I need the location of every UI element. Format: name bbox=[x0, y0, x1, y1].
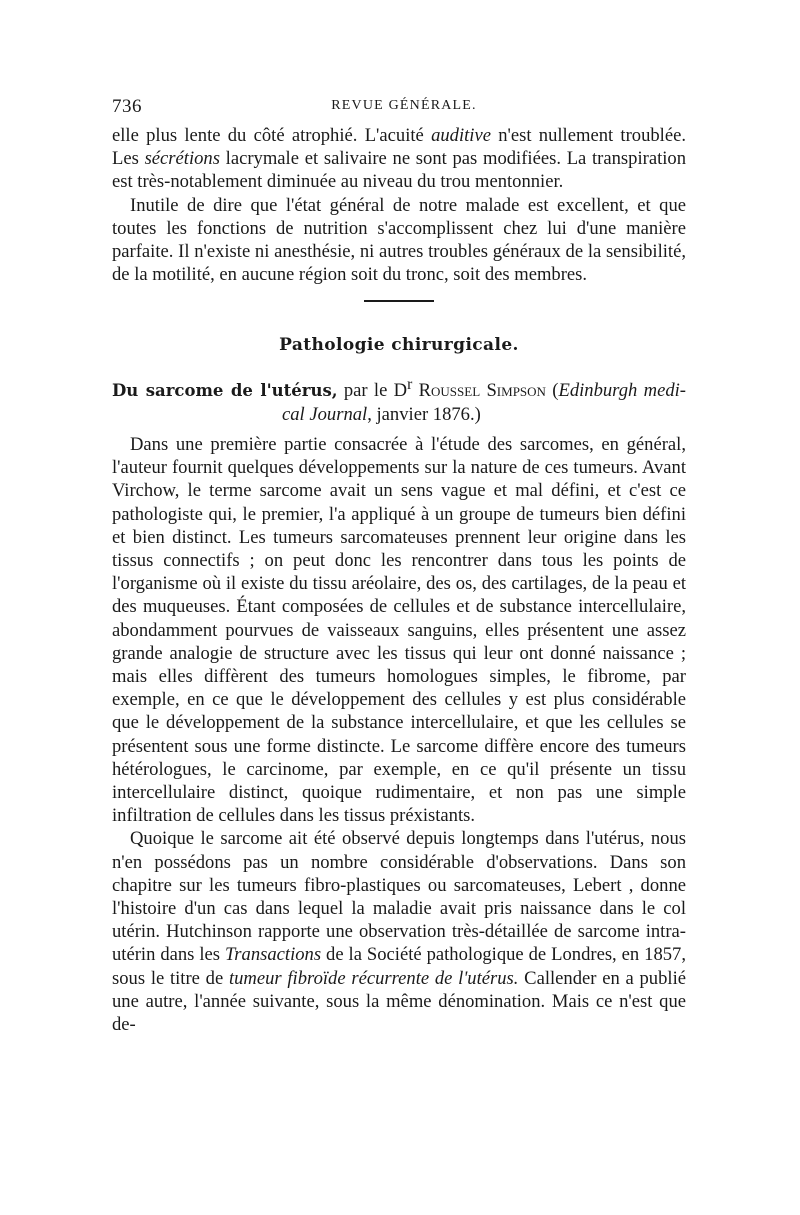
intro-paragraph-1 bbox=[112, 124, 686, 194]
intro-text-1a: elle plus lente du côté atrophié. L'acuité bbox=[112, 125, 432, 146]
emph-transactions: Transactions bbox=[224, 944, 322, 966]
article-paragraph-1: Dans une première partie consacrée à l'étude des sarcomes, en général, l'auteur fournit quelques développements sur la nature de ces tumeurs. Avant Virchow, le terme sarcome avait un sens vague et mal défini, et c'est ce pathologiste qui, le premier, l'a appliqué à un groupe de tumeurs bien défini et bien distinct. Les tumeurs sarcomateuses prennent leur origine dans les tissus connectifs ; on peut donc les rencontrer dans tous les points de l'organisme où il existe du tissu aréolaire, des os, des cartilages, de la peau et des muqueuses. Étant composées de cellules et de substance intercellulaire, abondamment pourvues de vaisseaux sanguins, elles présentent une assez grande analogie de structure avec les tissus qui leur ont donné naissance ; mais elles diffèrent des tumeurs homologues simples, le fibrome, par exemple, en ce que le développement des cellules y est plus considérable que le développement de la substance intercellulaire, et que les cellules se présentent sous une forme distincte. Le sarcome diffère encore des tumeurs hétérologues, le carcinome, par exemple, en ce qu'il présente un tissu intercellulaire distinct, quoique rudimentaire, et non pas une simple infiltration de cellules dans les tissus préxistants. bbox=[112, 434, 686, 827]
section-divider bbox=[364, 300, 434, 302]
article-author: Roussel Simpson bbox=[418, 380, 546, 402]
doctor-abbrev-sup: r bbox=[407, 376, 413, 394]
article-heading bbox=[112, 373, 686, 426]
article-heading-line-1 bbox=[112, 373, 686, 402]
intro-paragraph-2: Inutile de dire que l'état général de notre malade est excellent, et que toutes les fonctions de nutrition s'accomplissent chez lui d'une manière parfaite. Il n'existe ni anesthésie, ni autres troubles généraux de la sensibilité, de la motilité, en aucune région soit du tronc, soit des membres. bbox=[112, 194, 686, 286]
article-source-a: Edinburgh medi- bbox=[558, 380, 686, 402]
running-head bbox=[112, 96, 686, 124]
intro-emph-auditive: auditive bbox=[431, 125, 491, 146]
intro-emph-secretions: sécrétions bbox=[144, 148, 220, 170]
section-heading: Pathologie chirurgicale. bbox=[279, 335, 519, 356]
article-heading-line-2 bbox=[112, 403, 686, 426]
source-open: ( bbox=[545, 380, 559, 402]
article-title: Du sarcome de l'utérus, bbox=[112, 381, 338, 401]
article-text-2b: de la Société pathologique de Londres, en 1857, sous le titre de bbox=[112, 944, 686, 989]
running-title: REVUE GÉNÉRALE. bbox=[331, 98, 477, 113]
emph-tumeur-title: tumeur fibroïde récurrente de l'utérus. bbox=[228, 967, 519, 989]
article-paragraph-2 bbox=[112, 827, 686, 1036]
article-text-2c: Callender en a publié une autre, l'année suivante, sous la même dénomination. Mais ce n'est que de- bbox=[112, 967, 686, 1036]
page-number: 736 bbox=[112, 96, 142, 117]
article-date: , janvier 1876.) bbox=[367, 403, 481, 425]
article-source-b: cal Journal bbox=[282, 403, 368, 425]
article-byline: par le D bbox=[337, 380, 408, 402]
intro-text-1b: n'est nullement troublée. Les bbox=[112, 125, 686, 170]
article-text-2a: Quoique le sarcome ait été observé depuis longtemps dans l'utérus, nous n'en possédons pas un nombre considérable d'observations. Dans son chapitre sur les tumeurs fibro-plastiques ou sarcomateuses, Lebert , donne l'histoire d'un cas dans lequel la maladie avait pris naissance dans le col utérin. Hutchinson rapporte une observation très-détaillée de sarcome intra-utérin dans les bbox=[112, 828, 686, 966]
intro-text-1c: lacrymale et salivaire ne sont pas modifiées. La transpiration est très-notablement diminuée au niveau du trou mentonnier. bbox=[112, 148, 686, 193]
page bbox=[112, 96, 686, 1036]
